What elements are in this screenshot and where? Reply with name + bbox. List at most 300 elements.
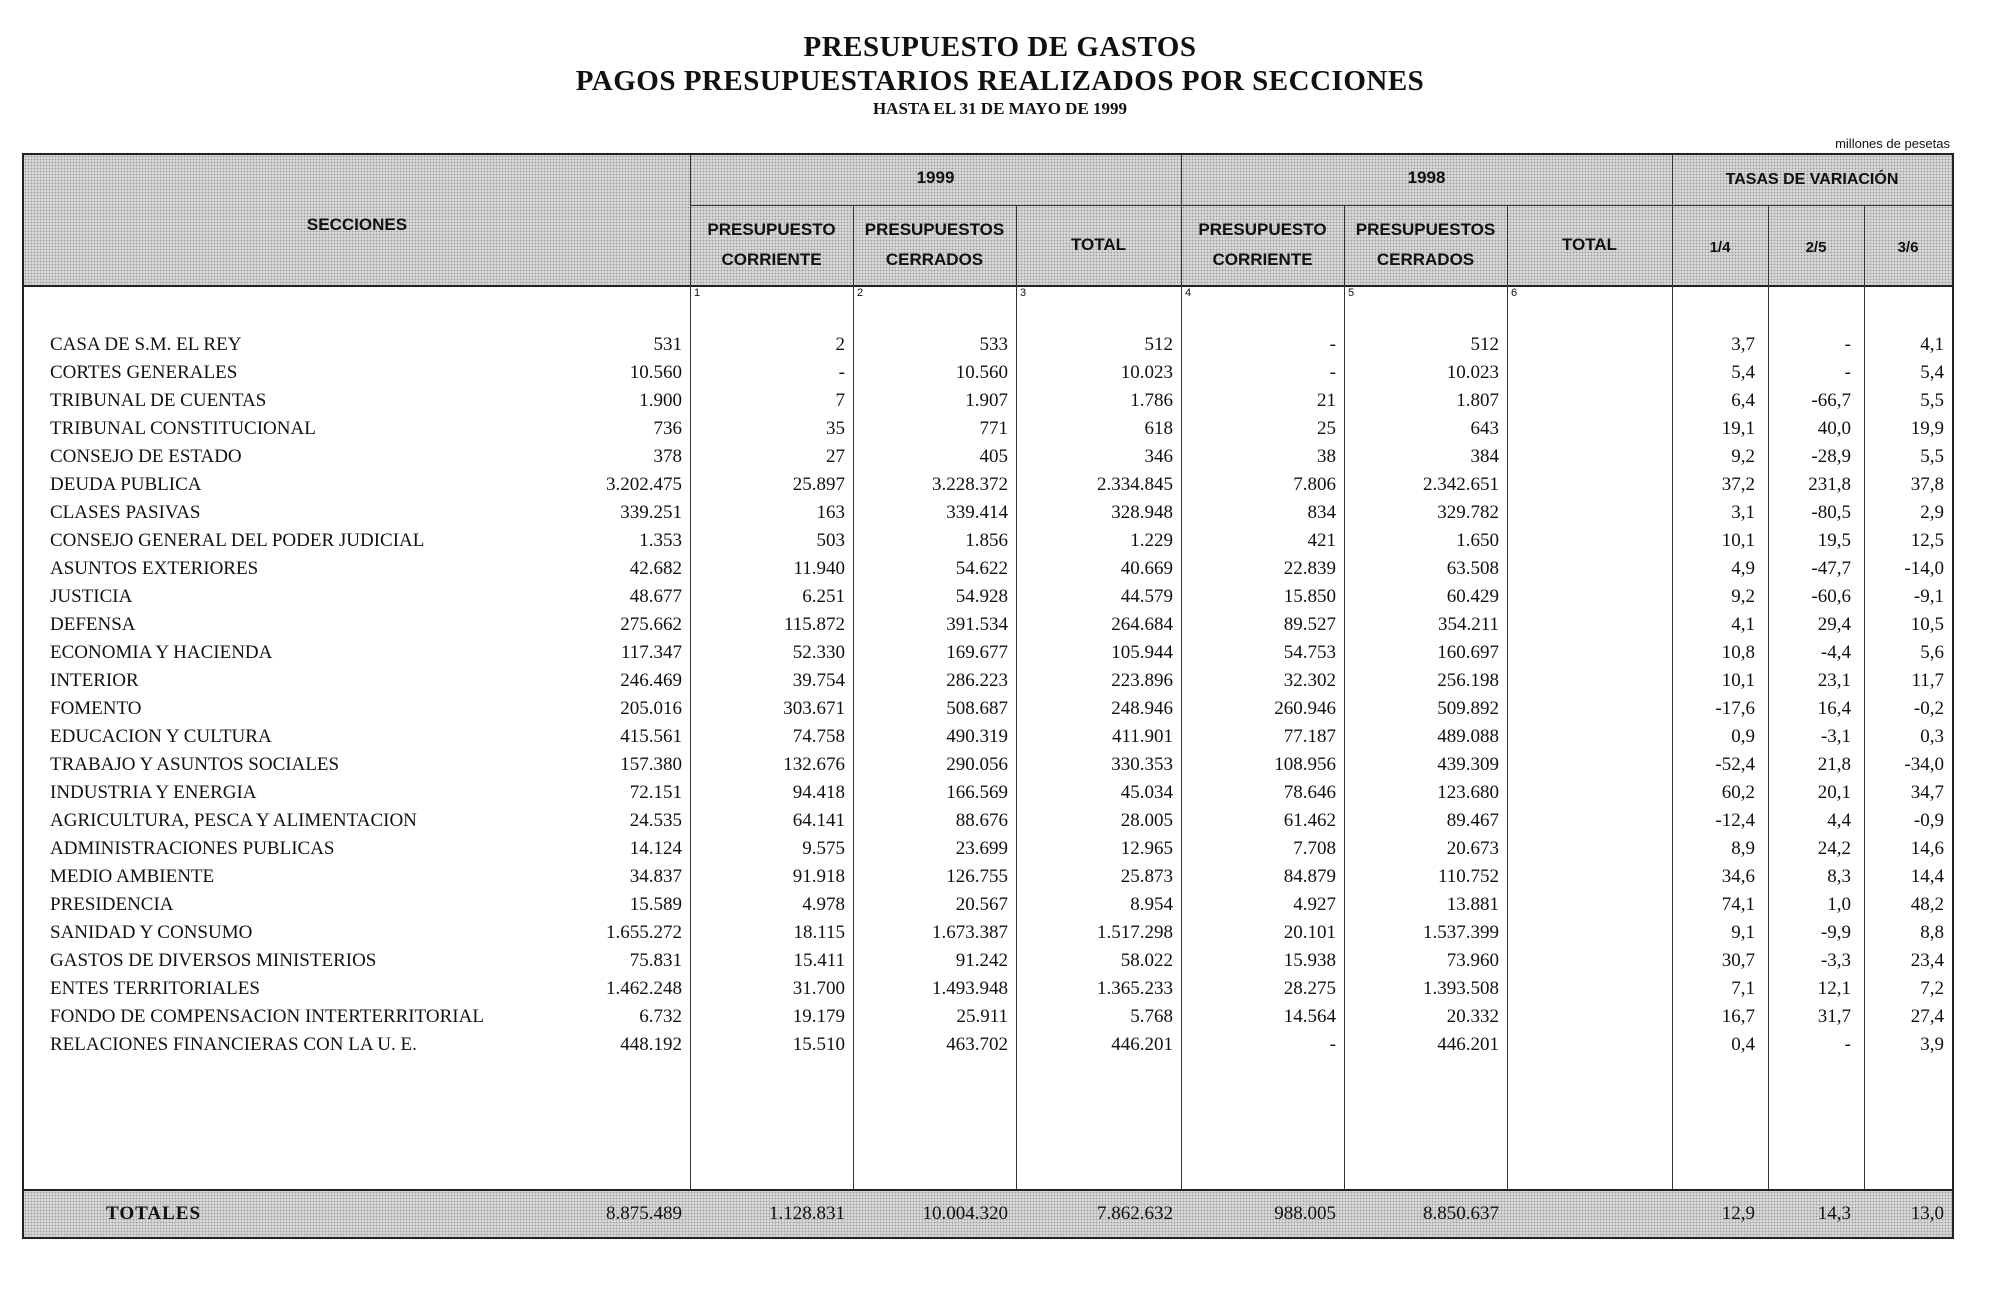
table-cell: 8,8	[1920, 922, 1944, 943]
table-cell: 11,7	[1911, 670, 1944, 691]
section-name: DEFENSA	[50, 614, 136, 635]
table-cell: 29,4	[1817, 614, 1851, 635]
table-cell: 446.201	[1437, 1034, 1499, 1055]
section-name: MEDIO AMBIENTE	[50, 866, 215, 887]
table-cell: 14,4	[1910, 866, 1944, 887]
totals-row	[24, 1189, 1952, 1237]
table-cell: -	[1844, 362, 1851, 383]
table-cell: 22.839	[1283, 558, 1336, 579]
column-number: 2	[857, 287, 864, 299]
table-cell: 23,1	[1817, 670, 1851, 691]
table-cell: -12,4	[1715, 810, 1755, 831]
table-cell: 2,9	[1920, 502, 1944, 523]
section-name: ASUNTOS EXTERIORES	[50, 558, 259, 579]
table-cell: -	[1329, 362, 1336, 383]
table-row	[24, 359, 1952, 387]
table-row	[24, 919, 1952, 947]
table-cell: -34,0	[1904, 754, 1944, 775]
table-cell: 1.655.272	[606, 922, 682, 943]
table-cell: 27,4	[1910, 1006, 1944, 1027]
table-cell: 1,0	[1827, 894, 1851, 915]
table-row	[24, 751, 1952, 779]
table-cell: 9,2	[1731, 446, 1755, 467]
table-cell: 37,8	[1910, 474, 1944, 495]
table-cell: 25	[1317, 418, 1336, 439]
table-cell: 7.806	[1293, 474, 1336, 495]
table-cell: 490.319	[946, 726, 1008, 747]
header-total-1998: TOTAL	[1561, 235, 1618, 254]
table-cell: 20.332	[1446, 1006, 1499, 1027]
table-cell: 84.879	[1283, 866, 1336, 887]
table-cell: 339.414	[946, 502, 1008, 523]
header-divider	[690, 205, 1952, 206]
table-cell: 384	[1470, 446, 1499, 467]
table-cell: 15.510	[792, 1034, 845, 1055]
table-cell: 44.579	[1120, 586, 1173, 607]
table-cell: 439.309	[1437, 754, 1499, 775]
table-row	[24, 331, 1952, 359]
table-cell: 4,4	[1827, 810, 1851, 831]
table-row	[24, 947, 1952, 975]
header-presupuesto-corriente-1999: PRESUPUESTO CORRIENTE	[707, 220, 836, 269]
section-name: CLASES PASIVAS	[50, 502, 201, 523]
table-cell: 508.687	[946, 698, 1008, 719]
table-cell: 3.228.372	[932, 474, 1008, 495]
table-cell: 0,3	[1920, 726, 1944, 747]
table-cell: 260.946	[1274, 698, 1336, 719]
table-row	[24, 415, 1952, 443]
table-cell: 73.960	[1446, 950, 1499, 971]
table-cell: 42.682	[629, 558, 682, 579]
table-cell: 5,6	[1920, 642, 1944, 663]
table-cell: 13.881	[1446, 894, 1499, 915]
table-cell: 329.782	[1437, 502, 1499, 523]
table-cell: 38	[1317, 446, 1336, 467]
table-cell: 45.034	[1120, 782, 1173, 803]
table-cell: 448.192	[620, 1034, 682, 1055]
table-cell: 354.211	[1437, 614, 1499, 635]
table-row	[24, 835, 1952, 863]
table-cell: 1.786	[1130, 390, 1173, 411]
table-cell: 1.353	[639, 530, 682, 551]
table-cell: -3,3	[1820, 950, 1851, 971]
column-number: 6	[1511, 287, 1518, 299]
report-subtitle: PAGOS PRESUPUESTARIOS REALIZADOS POR SECCIONES	[575, 65, 1425, 97]
table-row	[24, 975, 1952, 1003]
table-cell: 31.700	[792, 978, 845, 999]
header-tasas: TASAS DE VARIACIÓN	[1725, 171, 1899, 188]
table-cell: 9.575	[802, 838, 845, 859]
table-cell: 157.380	[620, 754, 682, 775]
section-name: FOMENTO	[50, 698, 142, 719]
totals-label: TOTALES	[106, 1203, 202, 1224]
section-name: ADMINISTRACIONES PUBLICAS	[50, 838, 335, 859]
table-cell: 463.702	[946, 1034, 1008, 1055]
table-cell: -9,1	[1913, 586, 1944, 607]
table-cell: 205.016	[620, 698, 682, 719]
table-cell: 512	[1144, 334, 1173, 355]
table-cell: 1.393.508	[1423, 978, 1499, 999]
table-cell: 25.873	[1120, 866, 1173, 887]
table-cell: 16,4	[1817, 698, 1851, 719]
table-cell: 37,2	[1721, 474, 1755, 495]
table-cell: 74,1	[1721, 894, 1755, 915]
table-cell: 20,1	[1817, 782, 1851, 803]
table-cell: -47,7	[1811, 558, 1851, 579]
table-cell: 275.662	[620, 614, 682, 635]
header-total-1999: TOTAL	[1070, 235, 1127, 254]
totals-value: 8.875.489	[606, 1203, 682, 1224]
table-cell: 160.697	[1437, 642, 1499, 663]
table-cell: 11.940	[793, 558, 845, 579]
table-cell: 1.673.387	[932, 922, 1008, 943]
table-cell: 303.671	[783, 698, 845, 719]
table-cell: 28.275	[1283, 978, 1336, 999]
table-cell: -0,2	[1913, 698, 1944, 719]
table-cell: 20.101	[1283, 922, 1336, 943]
table-row	[24, 695, 1952, 723]
table-cell: -80,5	[1811, 502, 1851, 523]
table-cell: 28.005	[1120, 810, 1173, 831]
table-cell: 2.334.845	[1097, 474, 1173, 495]
table-cell: 1.229	[1130, 530, 1173, 551]
table-cell: 91.242	[955, 950, 1008, 971]
section-name: SANIDAD Y CONSUMO	[50, 922, 253, 943]
table-cell: 31,7	[1817, 1006, 1851, 1027]
table-cell: 0,4	[1731, 1034, 1755, 1055]
table-cell: 246.469	[620, 670, 682, 691]
totals-value: 13,0	[1910, 1203, 1944, 1224]
table-cell: 40.669	[1120, 558, 1173, 579]
table-cell: 10.023	[1446, 362, 1499, 383]
table-cell: -28,9	[1811, 446, 1851, 467]
table-cell: 24,2	[1817, 838, 1851, 859]
table-cell: 346	[1144, 446, 1173, 467]
table-row	[24, 471, 1952, 499]
table-cell: 23.699	[955, 838, 1008, 859]
table-cell: 132.676	[783, 754, 845, 775]
totals-value: 14,3	[1817, 1203, 1851, 1224]
table-cell: 10.560	[955, 362, 1008, 383]
section-name: TRIBUNAL DE CUENTAS	[50, 390, 267, 411]
table-cell: 19,9	[1910, 418, 1944, 439]
table-cell: 256.198	[1437, 670, 1499, 691]
table-cell: 10,5	[1910, 614, 1944, 635]
table-cell: 4.927	[1293, 894, 1336, 915]
table-cell: 1.365.233	[1097, 978, 1173, 999]
table-cell: -14,0	[1904, 558, 1944, 579]
table-row	[24, 891, 1952, 919]
table-cell: 63.508	[1446, 558, 1499, 579]
table-cell: -9,9	[1820, 922, 1851, 943]
table-cell: 7,2	[1920, 978, 1944, 999]
table-cell: 6.251	[802, 586, 845, 607]
table-cell: 1.493.948	[932, 978, 1008, 999]
table-cell: 15.411	[793, 950, 845, 971]
table-cell: 60,2	[1721, 782, 1755, 803]
table-cell: 25.897	[792, 474, 845, 495]
totals-value: 8.850.637	[1423, 1203, 1499, 1224]
header-divider	[1507, 205, 1508, 285]
table-cell: 48,2	[1910, 894, 1944, 915]
section-name: CONSEJO GENERAL DEL PODER JUDICIAL	[50, 530, 425, 551]
table-cell: 5,4	[1731, 362, 1755, 383]
table-row	[24, 1003, 1952, 1031]
header-rate-3-6: 3/6	[1897, 239, 1919, 256]
header-year-1998: 1998	[1407, 168, 1446, 187]
section-name: ECONOMIA Y HACIENDA	[50, 642, 273, 663]
column-number: 5	[1348, 287, 1355, 299]
table-cell: -17,6	[1715, 698, 1755, 719]
totals-value: 988.005	[1274, 1203, 1336, 1224]
section-name: CASA DE S.M. EL REY	[50, 334, 242, 355]
table-cell: 12,5	[1910, 530, 1944, 551]
budget-table	[22, 153, 1954, 1239]
table-cell: 10,1	[1721, 670, 1755, 691]
table-cell: -60,6	[1811, 586, 1851, 607]
table-cell: 231,8	[1808, 474, 1851, 495]
table-cell: 1.650	[1456, 530, 1499, 551]
table-cell: 88.676	[955, 810, 1008, 831]
table-cell: 15.850	[1283, 586, 1336, 607]
table-cell: 0,9	[1731, 726, 1755, 747]
table-cell: 290.056	[946, 754, 1008, 775]
table-cell: 39.754	[792, 670, 845, 691]
table-cell: 264.684	[1111, 614, 1173, 635]
table-cell: 2.342.651	[1423, 474, 1499, 495]
section-name: DEUDA PUBLICA	[50, 474, 202, 495]
table-cell: 5,5	[1920, 390, 1944, 411]
table-row	[24, 583, 1952, 611]
table-cell: 163	[816, 502, 845, 523]
table-cell: 771	[979, 418, 1008, 439]
table-cell: 4,9	[1731, 558, 1755, 579]
table-cell: 166.569	[946, 782, 1008, 803]
table-cell: 74.758	[792, 726, 845, 747]
table-cell: 1.517.298	[1097, 922, 1173, 943]
section-name: FONDO DE COMPENSACION INTERTERRITORIAL	[50, 1006, 484, 1027]
column-number: 3	[1020, 287, 1027, 299]
table-header	[24, 155, 1952, 287]
section-name: ENTES TERRITORIALES	[50, 978, 260, 999]
table-cell: 1.537.399	[1423, 922, 1499, 943]
table-cell: 60.429	[1446, 586, 1499, 607]
table-cell: 61.462	[1283, 810, 1336, 831]
section-name: EDUCACION Y CULTURA	[50, 726, 272, 747]
table-cell: 25.911	[956, 1006, 1008, 1027]
table-cell: 169.677	[946, 642, 1008, 663]
table-cell: 4.978	[802, 894, 845, 915]
table-row	[24, 387, 1952, 415]
table-cell: 21	[1317, 390, 1336, 411]
table-cell: 421	[1307, 530, 1336, 551]
header-divider	[1768, 205, 1769, 285]
table-cell: 58.022	[1120, 950, 1173, 971]
table-cell: 8,3	[1827, 866, 1851, 887]
table-cell: 10.560	[629, 362, 682, 383]
table-cell: 4,1	[1920, 334, 1944, 355]
header-divider	[853, 205, 854, 285]
table-cell: 533	[979, 334, 1008, 355]
units-note: millones de pesetas	[1835, 136, 1950, 151]
table-cell: 6,4	[1731, 390, 1755, 411]
table-cell: 248.946	[1111, 698, 1173, 719]
table-cell: 48.677	[629, 586, 682, 607]
table-row	[24, 443, 1952, 471]
section-name: PRESIDENCIA	[50, 894, 174, 915]
table-cell: 391.534	[946, 614, 1008, 635]
table-cell: 8.954	[1130, 894, 1173, 915]
table-cell: 72.151	[629, 782, 682, 803]
table-cell: 446.201	[1111, 1034, 1173, 1055]
table-cell: 6.732	[639, 1006, 682, 1027]
table-cell: -66,7	[1811, 390, 1851, 411]
table-row	[24, 779, 1952, 807]
table-cell: 1.462.248	[606, 978, 682, 999]
table-cell: 2	[835, 334, 845, 355]
section-name: CORTES GENERALES	[50, 362, 238, 383]
table-cell: 415.561	[620, 726, 682, 747]
table-cell: 14.564	[1283, 1006, 1336, 1027]
table-cell: 7.708	[1293, 838, 1336, 859]
table-cell: 411.901	[1111, 726, 1173, 747]
table-cell: 405	[979, 446, 1008, 467]
table-cell: 330.353	[1111, 754, 1173, 775]
totals-value: 7.862.632	[1097, 1203, 1173, 1224]
table-cell: 24.535	[629, 810, 682, 831]
table-cell: 10.023	[1120, 362, 1173, 383]
header-presupuestos-cerrados-1998: PRESUPUESTOS CERRADOS	[1355, 220, 1496, 269]
column-number: 1	[694, 287, 701, 299]
table-cell: 531	[653, 334, 682, 355]
section-name: TRABAJO Y ASUNTOS SOCIALES	[50, 754, 340, 775]
table-cell: 108.956	[1274, 754, 1336, 775]
table-cell: 91.918	[792, 866, 845, 887]
table-cell: -52,4	[1715, 754, 1755, 775]
table-cell: 618	[1144, 418, 1173, 439]
table-cell: 89.527	[1283, 614, 1336, 635]
table-cell: 7	[835, 390, 845, 411]
table-cell: 19.179	[792, 1006, 845, 1027]
table-cell: 35	[826, 418, 845, 439]
section-name: INDUSTRIA Y ENERGIA	[50, 782, 257, 803]
table-row	[24, 527, 1952, 555]
table-cell: 34,7	[1910, 782, 1944, 803]
table-cell: 10,1	[1721, 530, 1755, 551]
table-cell: 1.900	[639, 390, 682, 411]
table-row	[24, 667, 1952, 695]
table-cell: 34.837	[629, 866, 682, 887]
table-cell: 19,1	[1721, 418, 1755, 439]
report-titles	[0, 30, 2000, 120]
table-cell: 328.948	[1111, 502, 1173, 523]
header-divider	[1016, 205, 1017, 285]
table-cell: 10,8	[1721, 642, 1755, 663]
table-cell: 34,6	[1721, 866, 1755, 887]
header-presupuestos-cerrados-1999: PRESUPUESTOS CERRADOS	[864, 220, 1005, 269]
table-cell: 3,7	[1731, 334, 1755, 355]
table-cell: 54.622	[955, 558, 1008, 579]
table-cell: -4,4	[1820, 642, 1851, 663]
table-cell: 14,6	[1910, 838, 1944, 859]
table-cell: 643	[1470, 418, 1499, 439]
table-cell: 5,5	[1920, 446, 1944, 467]
table-cell: -	[1329, 1034, 1336, 1055]
table-cell: 18.115	[793, 922, 845, 943]
totals-value: 12,9	[1721, 1203, 1755, 1224]
table-cell: 489.088	[1437, 726, 1499, 747]
table-cell: 126.755	[946, 866, 1008, 887]
table-cell: 339.251	[620, 502, 682, 523]
table-cell: 14.124	[629, 838, 682, 859]
table-row	[24, 1031, 1952, 1059]
section-name: RELACIONES FINANCIERAS CON LA U. E.	[50, 1034, 417, 1055]
header-year-1999: 1999	[916, 168, 955, 187]
table-row	[24, 723, 1952, 751]
table-cell: 7,1	[1731, 978, 1755, 999]
totals-value: 1.128.831	[769, 1203, 845, 1224]
table-cell: 16,7	[1721, 1006, 1755, 1027]
table-cell: 54.753	[1283, 642, 1336, 663]
table-cell: -0,9	[1913, 810, 1944, 831]
table-cell: 105.944	[1111, 642, 1173, 663]
table-cell: -	[838, 362, 845, 383]
header-secciones: SECCIONES	[306, 215, 408, 234]
table-cell: 20.567	[955, 894, 1008, 915]
header-rate-2-5: 2/5	[1805, 239, 1827, 256]
table-cell: -	[1329, 334, 1336, 355]
section-name: GASTOS DE DIVERSOS MINISTERIOS	[50, 950, 377, 971]
table-cell: 20.673	[1446, 838, 1499, 859]
table-cell: 509.892	[1437, 698, 1499, 719]
table-cell: 15.589	[629, 894, 682, 915]
table-cell: 5,4	[1920, 362, 1944, 383]
table-cell: 94.418	[792, 782, 845, 803]
table-row	[24, 639, 1952, 667]
table-cell: 3.202.475	[606, 474, 682, 495]
table-cell: 19,5	[1817, 530, 1851, 551]
table-cell: 12.965	[1120, 838, 1173, 859]
table-cell: 27	[826, 446, 845, 467]
table-row	[24, 807, 1952, 835]
table-cell: 9,2	[1731, 586, 1755, 607]
table-cell: 9,1	[1731, 922, 1755, 943]
table-cell: -3,1	[1820, 726, 1851, 747]
report-title: PRESUPUESTO DE GASTOS	[803, 31, 1197, 63]
table-cell: 1.856	[965, 530, 1008, 551]
table-cell: 1.807	[1456, 390, 1499, 411]
table-row	[24, 611, 1952, 639]
table-row	[24, 863, 1952, 891]
table-row	[24, 555, 1952, 583]
section-name: INTERIOR	[50, 670, 139, 691]
table-cell: 21,8	[1817, 754, 1851, 775]
table-cell: 1.907	[965, 390, 1008, 411]
header-rate-1-4: 1/4	[1709, 239, 1731, 256]
header-presupuesto-corriente-1998: PRESUPUESTO CORRIENTE	[1198, 220, 1327, 269]
table-cell: 32.302	[1283, 670, 1336, 691]
table-cell: 115.872	[783, 614, 845, 635]
table-cell: 736	[653, 418, 682, 439]
table-cell: 123.680	[1437, 782, 1499, 803]
table-cell: 223.896	[1111, 670, 1173, 691]
table-cell: 15.938	[1283, 950, 1336, 971]
column-number: 4	[1185, 287, 1192, 299]
table-cell: 4,1	[1731, 614, 1755, 635]
table-cell: -	[1844, 334, 1851, 355]
table-cell: 40,0	[1817, 418, 1851, 439]
table-cell: 54.928	[955, 586, 1008, 607]
